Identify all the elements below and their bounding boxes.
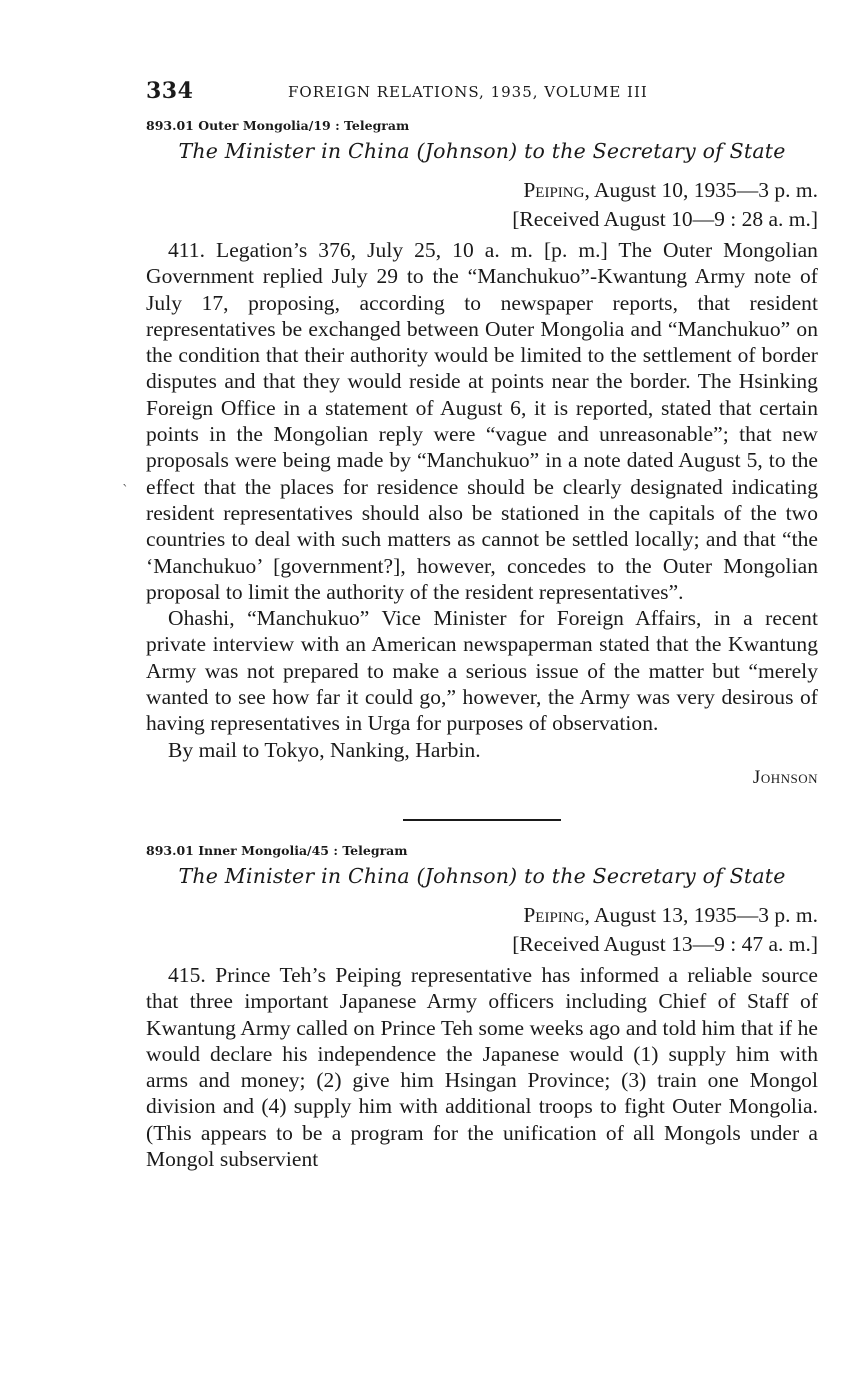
dateline-date: , August 10, 1935—3 p. m. — [584, 178, 818, 202]
paragraph: By mail to Tokyo, Nanking, Harbin. — [168, 737, 481, 762]
document-reference: 893.01 Inner Mongolia/45 : Telegram — [146, 842, 408, 858]
page-number: 334 — [146, 78, 194, 104]
document-reference: 893.01 Outer Mongolia/19 : Telegram — [146, 118, 410, 133]
running-head — [146, 78, 818, 112]
signature: Johnson — [752, 766, 818, 788]
received-line: [Received August 10—9 : 28 a. m.] — [512, 207, 818, 231]
dateline — [146, 902, 818, 929]
margin-mark: ` — [122, 483, 129, 499]
paragraph: 415. Prince Teh’s Peiping representative has informed a reliable source that three important Japanese Army officers including Chief of Staff of Kwantung Army called on Prince Teh some weeks ago and told him that if he would declare his independence the Japanese would (1) supply him with arms and money; (2) give him Hsingan Province; (3) train one Mongol division and (4) supply him with additional troops to fight Outer Mongolia. (This appears to be a program for the unification of all Mongols under a Mongol subservient — [146, 962, 818, 1172]
paragraph: 411. Legation’s 376, July 25, 10 a. m. [p. m.] The Outer Mongolian Government replied July 29 to the “Manchukuo”-Kwantung Army note of July 17, proposing, according to newspaper reports, that resident representatives be exchanged between Outer Mongolia and “Manchukuo” on the condition that their authority would be limited to the settlement of border disputes and that they would reside at points near the border. The Hsinking Foreign Office in a statement of August 6, it is reported, stated that certain points in the Mongolian reply were “vague and unreasonable”; that new proposals were being made by “Manchukuo” in a note dated August 5, to the effect that the places for residence should be clearly designated indicating resident representatives should also be stationed in the capitals of the two countries to deal with such matters as cannot be settled locally; and that “the ‘Manchukuo’ [government?], however, concedes to the Outer Mongolian proposal to limit the authority of the resident representatives”. — [146, 238, 818, 604]
section-divider — [403, 819, 561, 821]
received-line: [Received August 13—9 : 47 a. m.] — [512, 931, 818, 956]
document-title: The Minister in China (Johnson) to the Secretary of State — [178, 139, 786, 163]
running-title: FOREIGN RELATIONS, 1935, VOLUME III — [288, 83, 648, 101]
telegram-411 — [146, 118, 818, 789]
paragraph: Ohashi, “Manchukuo” Vice Minister for Foreign Affairs, in a recent private interview with an American newspaperman stated that the Kwantung Army was not prepared to make a serious issue of the matter but “merely wanted to see how far it could go,” however, the Army was very desirous of having representatives in Urga for purposes of observation. — [146, 606, 818, 736]
document-title: The Minister in China (Johnson) to the Secretary of State — [178, 863, 786, 888]
dateline-place: Peiping — [523, 178, 585, 202]
document-page — [146, 78, 818, 1172]
dateline-place: Peiping — [523, 902, 585, 927]
dateline-date: , August 13, 1935—3 p. m. — [584, 902, 818, 927]
telegram-415 — [146, 843, 818, 1172]
dateline — [146, 177, 818, 204]
